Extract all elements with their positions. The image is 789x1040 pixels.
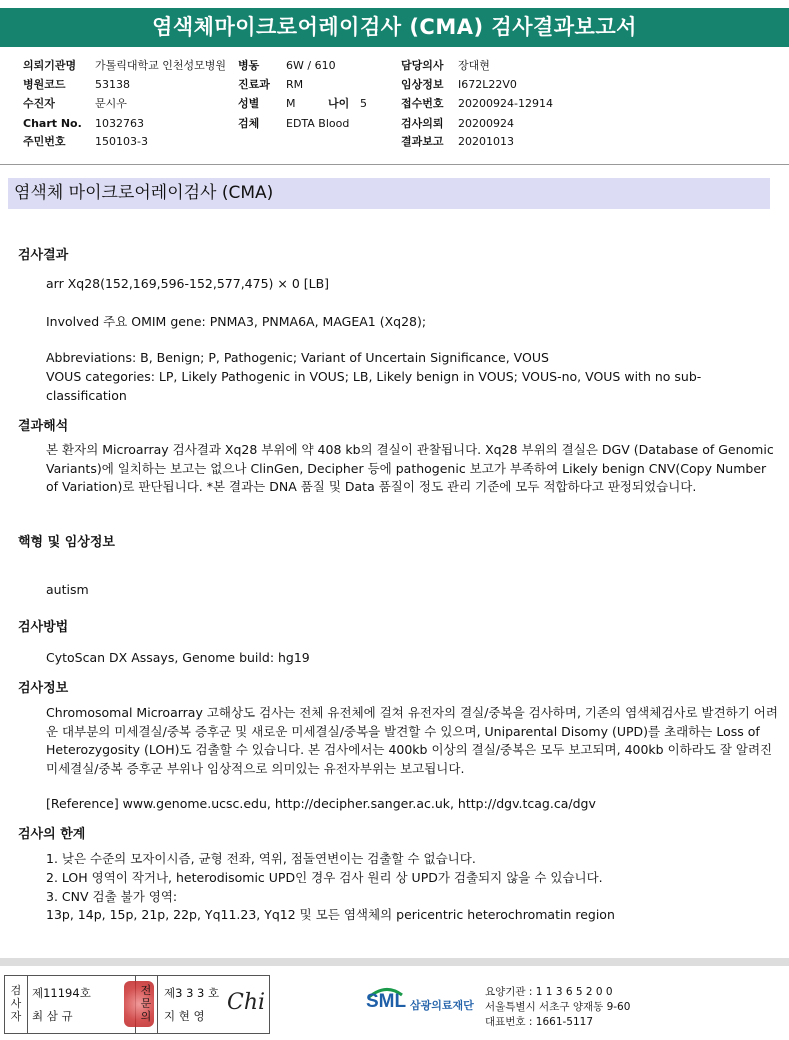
test-info-heading: 검사정보 (18, 681, 69, 696)
info-value: EDTA Blood (286, 117, 350, 130)
info-value: 문시우 (95, 97, 127, 110)
info-value: M (286, 97, 296, 110)
examiner-label-cell (5, 976, 28, 1033)
karyotype-heading: 핵형 및 임상정보 (18, 535, 115, 550)
reference-text: [Reference] www.genome.ucsc.edu, http://decipher.sanger.ac.uk, http://dgv.tcag.ca/dgv (46, 796, 596, 811)
abbreviations: Abbreviations: B, Benign; P, Pathogenic; Variant of Uncertain Significance, VOUS (46, 350, 549, 365)
examiner-cell (27, 976, 136, 1033)
org-code: 요양기관 : 1 1 3 6 5 2 0 0 (485, 986, 613, 998)
info-value: RM (286, 78, 304, 91)
section-subtitle: 염색체 마이크로어레이검사 (CMA) (8, 178, 770, 209)
logo-sml-text: SML (366, 991, 407, 1012)
limitation-item: 13p, 14p, 15p, 21p, 22p, Yq11.23, Yq12 및 모든 염색체의 pericentric heterochromatin region (46, 907, 615, 922)
specialist-label: 전문의 (140, 984, 152, 1023)
info-label: 의뢰기관명 (23, 59, 77, 72)
info-value: I672L22V0 (458, 78, 517, 91)
interpretation-text: 본 환자의 Microarray 검사결과 Xq28 부위에 약 408 kb의 결실이 관찰됩니다. Xq28 부위의 결실은 DGV (Database of Genomic Variants)에 일치하는 보고는 없으나 ClinGen, Decipher 등에 pathogenic 보고가 부족하여 Likely benign CNV(Copy Number of Variation)로 판단됩니다. *본 결과는 DNA 품질 및 Data 품질이 정도 관리 기준에 모두 적합하다고 판정되었습니다. (46, 442, 774, 494)
info-label: 성별 (238, 97, 260, 110)
limitation-item: 2. LOH 영역이 작거나, heterodisomic UPD인 경우 검사 원리 상 UPD가 검출되지 않을 수 있습니다. (46, 870, 603, 885)
info-label: 병원코드 (23, 78, 66, 91)
specialist-name: 지 현 영 (164, 1009, 205, 1023)
interpretation-heading: 결과해석 (18, 419, 69, 434)
method-text: CytoScan DX Assays, Genome build: hg19 (46, 650, 310, 665)
info-value: 20200924 (458, 117, 514, 130)
info-value: 53138 (95, 78, 130, 91)
info-value: 20201013 (458, 135, 514, 148)
divider (0, 164, 789, 165)
org-phone: 대표번호 : 1661-5117 (485, 1016, 594, 1028)
examiner-name: 최 삼 규 (32, 1009, 73, 1023)
examiner-label: 검사자 (10, 984, 22, 1023)
info-value: 20200924-12914 (458, 97, 553, 110)
info-label: 결과보고 (401, 135, 444, 148)
specialist-label-cell (135, 976, 158, 1033)
info-value: 150103-3 (95, 135, 148, 148)
info-label: 임상정보 (401, 78, 444, 91)
sml-logo (366, 985, 481, 1029)
result-heading: 검사결과 (18, 248, 69, 263)
info-label: 검체 (238, 117, 260, 130)
footer-band (0, 958, 789, 966)
org-contact (485, 985, 630, 1030)
info-value: 가톨릭대학교 인천성모병원 (95, 59, 227, 72)
result-line: arr Xq28(152,169,596-152,577,475) × 0 [LB] (46, 276, 330, 291)
report-title: 염색체마이크로어레이검사 (CMA) 검사결과보고서 (0, 8, 789, 47)
examiner-license: 제11194호 (32, 986, 91, 1000)
info-value: 장대현 (458, 59, 490, 72)
specialist-license: 제3 3 3 호 (164, 986, 220, 1000)
info-label: 수진자 (23, 97, 55, 110)
age-label: 나이 (328, 97, 350, 110)
info-label: 접수번호 (401, 97, 444, 110)
info-label: 진료과 (238, 78, 270, 91)
limitation-item: 1. 낮은 수준의 모자이시즘, 균형 전좌, 역위, 점돌연변이는 검출할 수 없습니다. (46, 851, 476, 866)
method-heading: 검사방법 (18, 620, 69, 635)
signature-box (4, 975, 270, 1034)
info-value: 6W / 610 (286, 59, 336, 72)
org-address: 서울특별시 서초구 양재동 9-60 (485, 1001, 631, 1013)
info-value: 1032763 (95, 117, 144, 130)
specialist-cell (157, 976, 269, 1033)
info-label: 담당의사 (401, 59, 444, 72)
signature: Chi (227, 990, 266, 1015)
vous-categories: VOUS categories: LP, Likely Pathogenic in VOUS; LB, Likely benign in VOUS; VOUS-no, VOUS with no sub-classification (46, 369, 702, 403)
info-label: 주민번호 (23, 135, 66, 148)
limitation-item: 3. CNV 검출 불가 영역: (46, 889, 178, 904)
info-label: 병동 (238, 59, 260, 72)
info-label: 검사의뢰 (401, 117, 444, 130)
omim-genes: Involved 주요 OMIM gene: PNMA3, PNMA6A, MAGEA1 (Xq28); (46, 314, 427, 329)
test-info-text: Chromosomal Microarray 고해상도 검사는 전체 유전체에 걸쳐 유전자의 결실/중복을 검사하며, 기존의 염색체검사로 발견하기 어려운 대부분의 미세결실/중복 증후군 및 새로운 미세결실/중복을 발견할 수 있으며, Uniparental Disomy (UPD)를 초래하는 Loss of Heterozygosity (LOH)도 검출할 수 있습니다. 본 검사에서는 400kb 이상의 결실/중복은 모두 보고되며, 400kb 이하라도 잘 알려진 미세결실/중복 증후군 부위나 임상적으로 의미있는 유전자부위는 보고됩니다. (46, 705, 778, 776)
logo-org-name: 삼광의료재단 (410, 999, 474, 1012)
clinical-info: autism (46, 582, 89, 597)
age-value: 5 (360, 97, 367, 110)
info-label: Chart No. (23, 117, 82, 130)
limitations-heading: 검사의 한계 (18, 827, 86, 842)
